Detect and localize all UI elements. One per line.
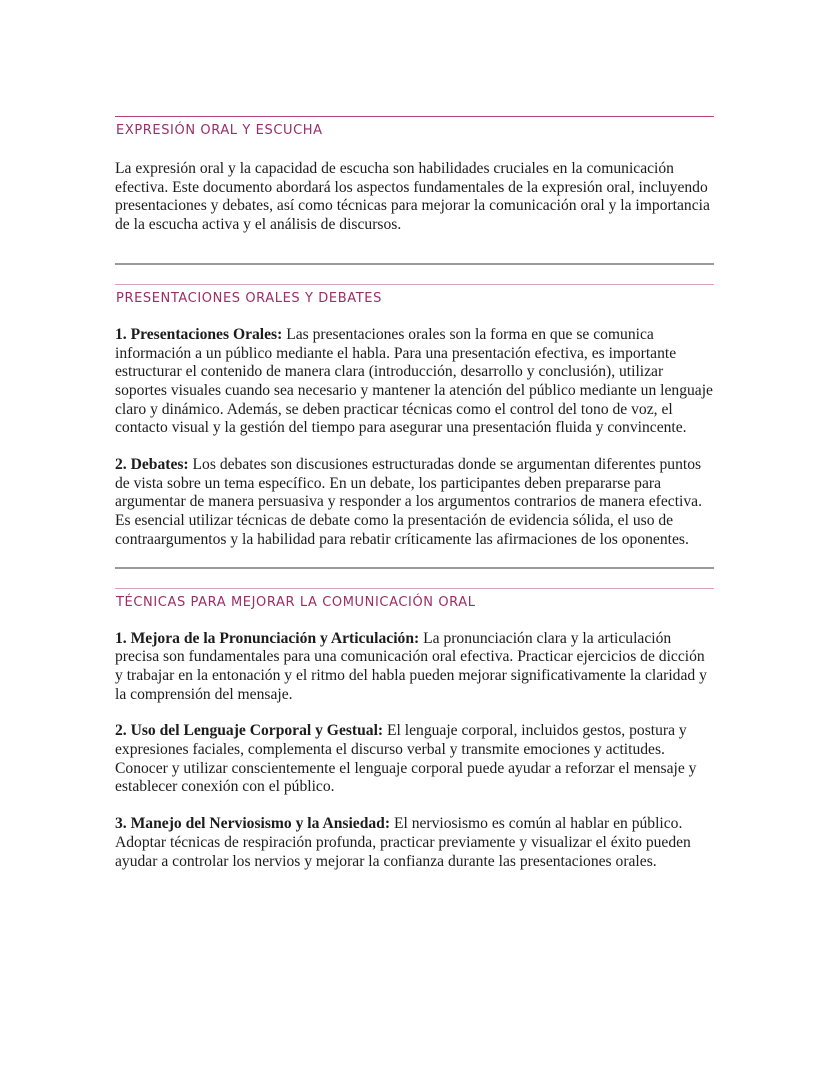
paragraph-lead: 2. Uso del Lenguaje Corporal y Gestual:: [115, 722, 384, 740]
paragraph-body: La expresión oral y la capacidad de escucha son habilidades cruciales en la comunicación efectiva. Este documento abordará los aspectos fundamentales de la expresión oral, incluyendo presentaciones y debates, así como técnicas para mejorar la comunicación oral y la importancia de la escucha activa y el análisis de discursos.: [115, 160, 710, 234]
paragraph: [115, 815, 714, 871]
paragraph-lead: 1. Mejora de la Pronunciación y Articulación:: [115, 629, 420, 647]
paragraph-body: Las presentaciones orales son la forma en que se comunica información a un público mediante el habla. Para una presentación efectiva, es importante estructurar el contenido de manera clara (introducción, desarrollo y conclusión), utilizar soportes visuales cuando sea necesario y mantener la atención del público mediante un lenguaje claro y dinámico. Además, se deben practicar técnicas como el control del tono de voz, el contacto visual y la gestión del tiempo para asegurar una presentación fluida y convincente.: [115, 325, 713, 437]
section-presentaciones-debates: [115, 284, 714, 550]
paragraph-body: Los debates son discusiones estructuradas donde se argumentan diferentes puntos de vista sobre un tema específico. En un debate, los participantes deben prepararse para argumentar de manera persuasiva y responder a los argumentos contrarios de manera efectiva. Es esencial utilizar técnicas de debate como la presentación de evidencia sólida, el uso de contraargumentos y la habilidad para rebatir críticamente las afirmaciones de los oponentes.: [115, 456, 702, 548]
section-tecnicas: [115, 588, 714, 872]
paragraph: [115, 722, 714, 797]
section-title: PRESENTACIONES ORALES Y DEBATES: [116, 290, 382, 306]
document-page: [115, 116, 714, 871]
section-separator: [115, 567, 714, 569]
section-title: TÉCNICAS PARA MEJORAR LA COMUNICACIÓN ORAL: [116, 594, 476, 610]
section-rule: [115, 284, 714, 285]
paragraph-lead: 1. Presentaciones Orales:: [115, 325, 283, 343]
section-rule: [115, 588, 714, 589]
section-title: EXPRESIÓN ORAL Y ESCUCHA: [116, 123, 323, 138]
section-separator: [115, 263, 714, 265]
section-rule: [115, 116, 714, 117]
paragraph: [115, 160, 714, 235]
paragraph: [115, 456, 714, 550]
paragraph-body: El nerviosismo es común al hablar en público. Adoptar técnicas de respiración profunda, practicar previamente y visualizar el éxito pueden ayudar a controlar los nervios y mejorar la confianza durante las presentaciones orales.: [115, 815, 691, 870]
paragraph-lead: 3. Manejo del Nerviosismo y la Ansiedad:: [115, 815, 391, 833]
paragraph: [115, 326, 714, 438]
section-expresion-oral: [115, 116, 714, 235]
paragraph-lead: 2. Debates:: [115, 456, 189, 474]
paragraph-body: El lenguaje corporal, incluidos gestos, postura y expresiones faciales, complementa el discurso verbal y transmite emociones y actitudes. Conocer y utilizar conscientemente el lenguaje corporal puede ayudar a reforzar el mensaje y establecer conexión con el público.: [115, 722, 697, 796]
paragraph-body: La pronunciación clara y la articulación precisa son fundamentales para una comunicación oral efectiva. Practicar ejercicios de dicción y trabajar en la entonación y el ritmo del habla pueden mejorar significativamente la claridad y la comprensión del mensaje.: [115, 629, 707, 703]
paragraph: [115, 630, 714, 705]
